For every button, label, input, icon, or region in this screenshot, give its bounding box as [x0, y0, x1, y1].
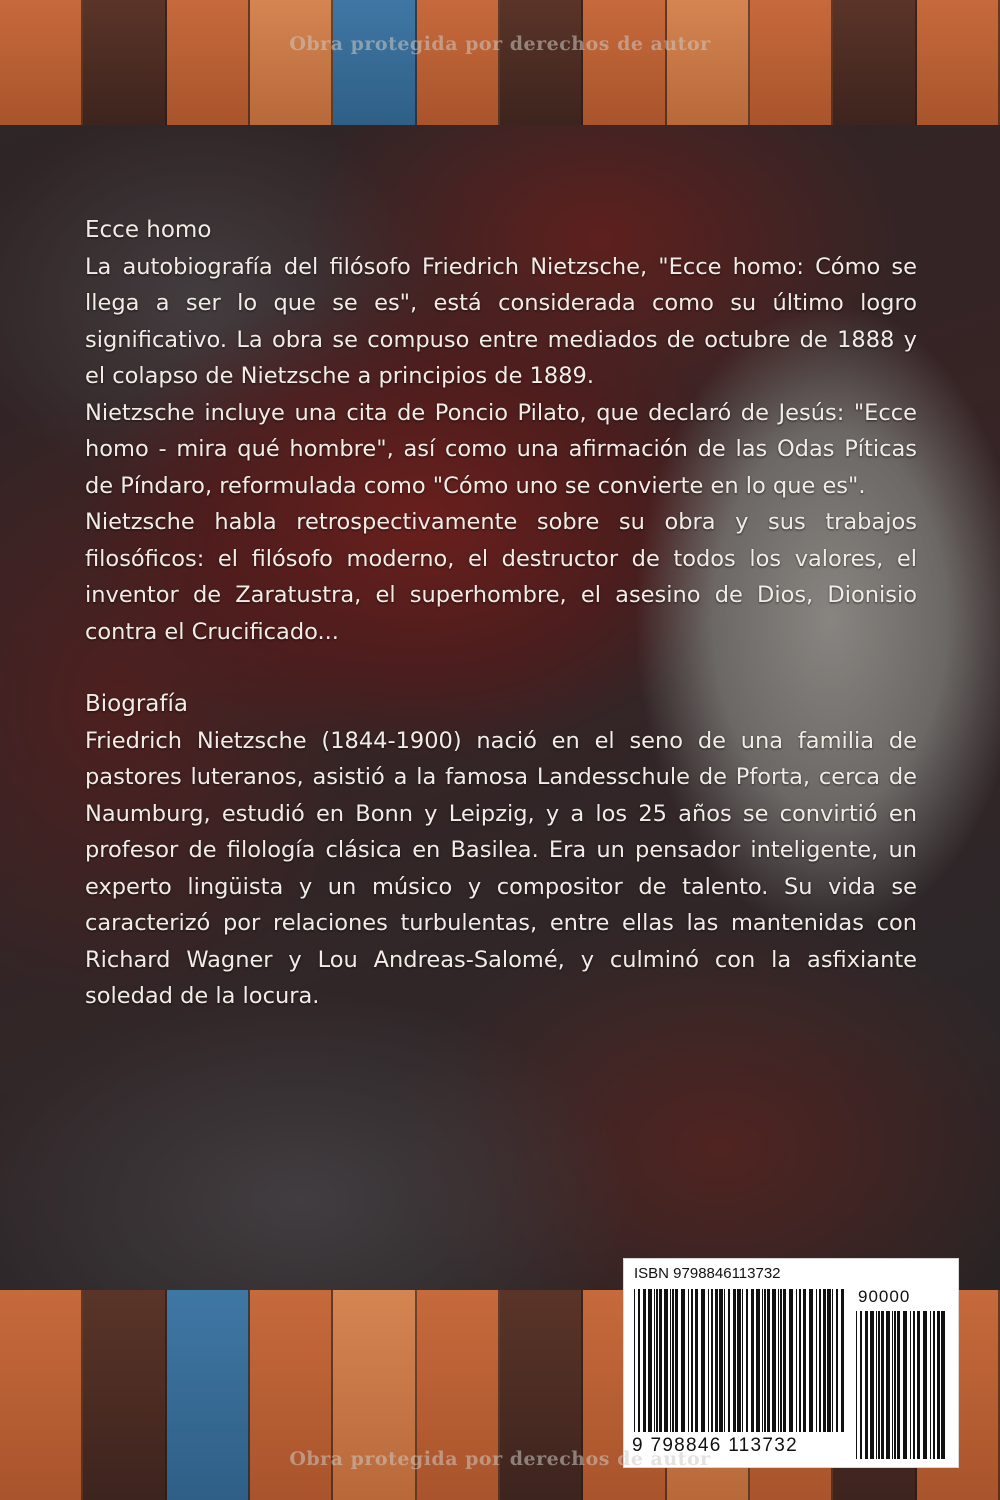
barcode-bar: [941, 1311, 945, 1459]
barcode-bar: [654, 1289, 655, 1432]
barcode-bar: [930, 1311, 931, 1459]
tile: [583, 0, 666, 125]
barcode-bar: [799, 1289, 801, 1432]
barcode-bar: [648, 1289, 652, 1432]
barcode-bar: [708, 1289, 709, 1432]
barcode-bar: [780, 1289, 782, 1432]
paragraph: Friedrich Nietzsche (1844-1900) nació en el seno de una familia de pastores luteranos, asistió a la famosa Landesschule de Pforta, cerca de Naumburg, estudió en Bonn y Leipzig, y a los 25 años se convirtió en profesor de filología clásica en Basilea. Era un pensador inteligente, un experto lingüista y un músico y compositor de talento. Su vida se caracterizó por relaciones turbulentas, entre ellas las mantenidas con Richard Wagner y Lou Andreas-Salomé, y culminó con la asfixiante soledad de la locura.: [85, 727, 917, 1009]
paragraph: Nietzsche habla retrospectivamente sobre su obra y sus trabajos filosóficos: el filósofo moderno, el destructor de todos los valores, el inventor de Zaratustra, el superhombre, el asesino de Dios, Dionisio contra el Crucificado...: [85, 509, 917, 645]
tile: [917, 0, 1000, 125]
barcode-digits: 9 798846 113732: [632, 1435, 799, 1456]
tile: [417, 0, 500, 125]
section-heading: Ecce homo: [85, 217, 212, 243]
barcode-bar: [894, 1311, 896, 1459]
barcode-bar: [664, 1289, 668, 1432]
barcode-bar: [688, 1289, 689, 1432]
barcode-bar: [917, 1311, 920, 1459]
barcode-bar: [681, 1289, 685, 1432]
tile: [833, 0, 916, 125]
barcode-bar: [892, 1311, 893, 1459]
barcode-bar: [809, 1289, 813, 1432]
barcode-bar: [701, 1289, 705, 1432]
barcode-bar: [638, 1289, 640, 1432]
barcode-bar: [737, 1289, 741, 1432]
tile: [750, 0, 833, 125]
barcode-addon-number: 90000: [858, 1287, 911, 1306]
barcode-bar: [836, 1289, 838, 1432]
cover-text: [85, 212, 917, 1015]
barcode-bar: [728, 1289, 730, 1432]
barcode-bar: [634, 1289, 635, 1432]
barcode-bar: [670, 1289, 671, 1432]
barcode-bar: [913, 1311, 915, 1459]
barcode-bar: [675, 1289, 678, 1432]
barcode-bar: [719, 1289, 723, 1432]
barcode-bar: [695, 1289, 698, 1432]
barcode-bar: [878, 1311, 880, 1459]
barcode-bar: [789, 1289, 793, 1432]
barcode-bar: [724, 1289, 725, 1432]
tile: [0, 0, 83, 125]
barcode-bar: [772, 1289, 776, 1432]
tile: [250, 0, 333, 125]
barcode-bar: [751, 1289, 754, 1432]
watermark-bottom: Obra protegida por derechos de autor: [289, 1448, 711, 1470]
tile: [333, 0, 416, 125]
barcode-bar: [881, 1311, 884, 1459]
barcode-bar: [691, 1289, 693, 1432]
barcode-bar: [672, 1289, 674, 1432]
barcode-bar: [816, 1289, 817, 1432]
barcode-bars: [634, 1289, 848, 1432]
barcode-bar: [841, 1289, 844, 1432]
barcode-bar: [656, 1289, 658, 1432]
barcode-bar: [897, 1311, 900, 1459]
tile: [167, 0, 250, 125]
barcode-bar: [827, 1289, 831, 1432]
barcode-addon-bars: [856, 1311, 946, 1459]
isbn-barcode: [623, 1258, 959, 1468]
barcode-bar: [860, 1311, 862, 1459]
barcode-bar: [746, 1289, 748, 1432]
tile: [667, 0, 750, 125]
barcode-bar: [876, 1311, 877, 1459]
barcode-bar: [865, 1311, 868, 1459]
barcode-bar: [733, 1289, 736, 1432]
barcode-bar: [783, 1289, 786, 1432]
barcode-bar: [764, 1289, 766, 1432]
paragraph: La autobiografía del filósofo Friedrich Nietzsche, "Ecce homo: Cómo se llega a ser lo que se es", está considerada como su último logro significativo. La obra se compuso entre mediados de octubre de 1888 y el colapso de Nietzsche a principios de 1889.: [85, 253, 917, 389]
barcode-bar: [762, 1289, 763, 1432]
barcode-bar: [832, 1289, 833, 1432]
barcode-bar: [870, 1311, 874, 1459]
paragraph: Nietzsche incluye una cita de Poncio Pilato, que declaró de Jesús: "Ecce homo - mira qué hombre", así como una afirmación de las Odas Píticas de Píndaro, reformulada como "Cómo uno se convierte en lo que es".: [85, 399, 917, 499]
section-heading: Biografía: [85, 691, 188, 717]
section-gap: [85, 650, 917, 686]
isbn-label: ISBN 9798846113732: [634, 1265, 781, 1282]
barcode-bar: [756, 1289, 760, 1432]
tile: [83, 0, 166, 125]
watermark-top: Obra protegida por derechos de autor: [289, 33, 711, 55]
barcode-bar: [856, 1311, 857, 1459]
barcode-bar: [923, 1311, 927, 1459]
barcode-bar: [937, 1311, 940, 1459]
barcode-bar: [711, 1289, 713, 1432]
barcode-bar: [933, 1311, 935, 1459]
barcode-bar: [823, 1289, 826, 1432]
barcode-bar: [910, 1311, 911, 1459]
barcode-bar: [742, 1289, 743, 1432]
top-tile-band: [0, 0, 1000, 125]
barcode-bar: [803, 1289, 806, 1432]
barcode-bar: [819, 1289, 821, 1432]
barcode-bar: [767, 1289, 770, 1432]
barcode-bar: [643, 1289, 646, 1432]
barcode-bar: [778, 1289, 779, 1432]
barcode-bar: [715, 1289, 718, 1432]
barcode-bar: [796, 1289, 797, 1432]
tile: [500, 0, 583, 125]
barcode-bar: [659, 1289, 662, 1432]
barcode-bar: [886, 1311, 890, 1459]
barcode-bar: [903, 1311, 907, 1459]
